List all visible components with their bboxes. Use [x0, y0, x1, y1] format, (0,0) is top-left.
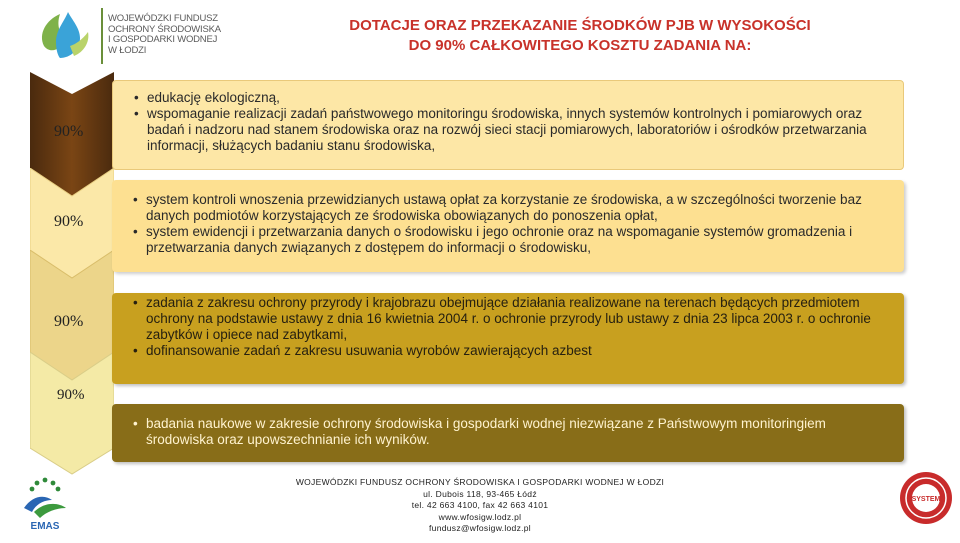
footer-email: fundusz@wfosigw.lodz.pl — [429, 523, 531, 533]
tier-percent-2: 90% — [54, 213, 84, 230]
title-line-1: DOTACJE ORAZ PRZEKAZANIE ŚRODKÓW PJB W WYSOKOŚCI — [349, 17, 811, 34]
seal-text: SYSTEM — [911, 496, 941, 503]
content-box-1 — [112, 80, 904, 170]
tier-percent-3: 90% — [54, 313, 84, 330]
list-item: • wspomaganie realizacji zadań państwowego monitoringu środowiska, innych systemów kontrolnych i pomiarowych oraz badań i nadzoru nad stanem środowiska oraz na rozwój sieci stacji pomiarowych, laboratoriów i ośrodków przetwarzania informacji, służących badaniu stanu środowiska, — [128, 106, 893, 154]
list-item: • edukację ekologiczną, — [128, 90, 893, 106]
tier-chevron-4 — [30, 352, 114, 476]
page-title — [270, 16, 890, 56]
content-box-3 — [112, 293, 904, 384]
list-item: • dofinansowanie zadań z zakresu usuwania wyrobów zawierających azbest — [127, 343, 894, 359]
list-item: • badania naukowe w zakresie ochrony środowiska i gospodarki wodnej niezwiązane z Państwowym monitoringiem środowiska oraz upowszechnianie ich wyników. — [127, 416, 894, 448]
logo-line: I GOSPODARKI WODNEJ — [108, 34, 218, 45]
footer-contact — [250, 477, 710, 535]
logo-line: W ŁODZI — [108, 44, 147, 56]
emas-logo-icon — [14, 474, 76, 538]
logo-line: WOJEWÓDZKI FUNDUSZ — [108, 13, 218, 24]
certification-seal-icon — [898, 470, 954, 526]
list-item: • system kontroli wnoszenia przewidzianych ustawą opłat za korzystanie ze środowiska, a w szczególności tworzenie baz danych podmiotów korzystających ze środowiska obowiązanych do ponoszenia opłat, — [127, 192, 894, 224]
list-item: • zadania z zakresu ochrony przyrody i krajobrazu obejmujące działania realizowane na terenach będących przedmiotem ochrony na podstawie ustawy z dnia 16 kwietnia 2004 r. o ochronie przyrody lub ustawy z dnia 23 lipca 2003 r. o ochronie zabytków i opiece nad zabytkami, — [127, 295, 894, 343]
certification-seal — [898, 470, 954, 526]
logo-wordmark — [108, 14, 221, 56]
content-box-4 — [112, 404, 904, 462]
logo-divider — [101, 8, 103, 64]
tier-percent-1: 90% — [54, 123, 84, 140]
footer-website: www.wfosigw.lodz.pl — [438, 511, 522, 522]
tier-percent-4: 90% — [57, 387, 85, 403]
logo-line: OCHRONY ŚRODOWISKA — [108, 23, 221, 35]
title-line-2: DO 90% CAŁKOWITEGO KOSZTU ZADANIA NA: — [408, 37, 752, 54]
footer-address: ul. Dubois 118, 93-465 Łódź — [423, 488, 537, 499]
drop-leaf-logo-icon — [30, 6, 100, 68]
footer-org: WOJEWÓDZKI FUNDUSZ OCHRONY ŚRODOWISKA I GOSPODARKI WODNEJ W ŁODZI — [295, 477, 665, 487]
list-item: • system ewidencji i przetwarzania danych o środowisku i jego ochronie oraz na wspomaganie systemów gromadzenia i przetwarzania danych związanych z dostępem do informacji o środowisku, — [127, 224, 894, 256]
content-box-2 — [112, 180, 904, 272]
footer-phone: tel. 42 663 4100, fax 42 663 4101 — [411, 500, 549, 510]
emas-label: EMAS — [30, 521, 60, 532]
emas-badge — [14, 474, 76, 538]
